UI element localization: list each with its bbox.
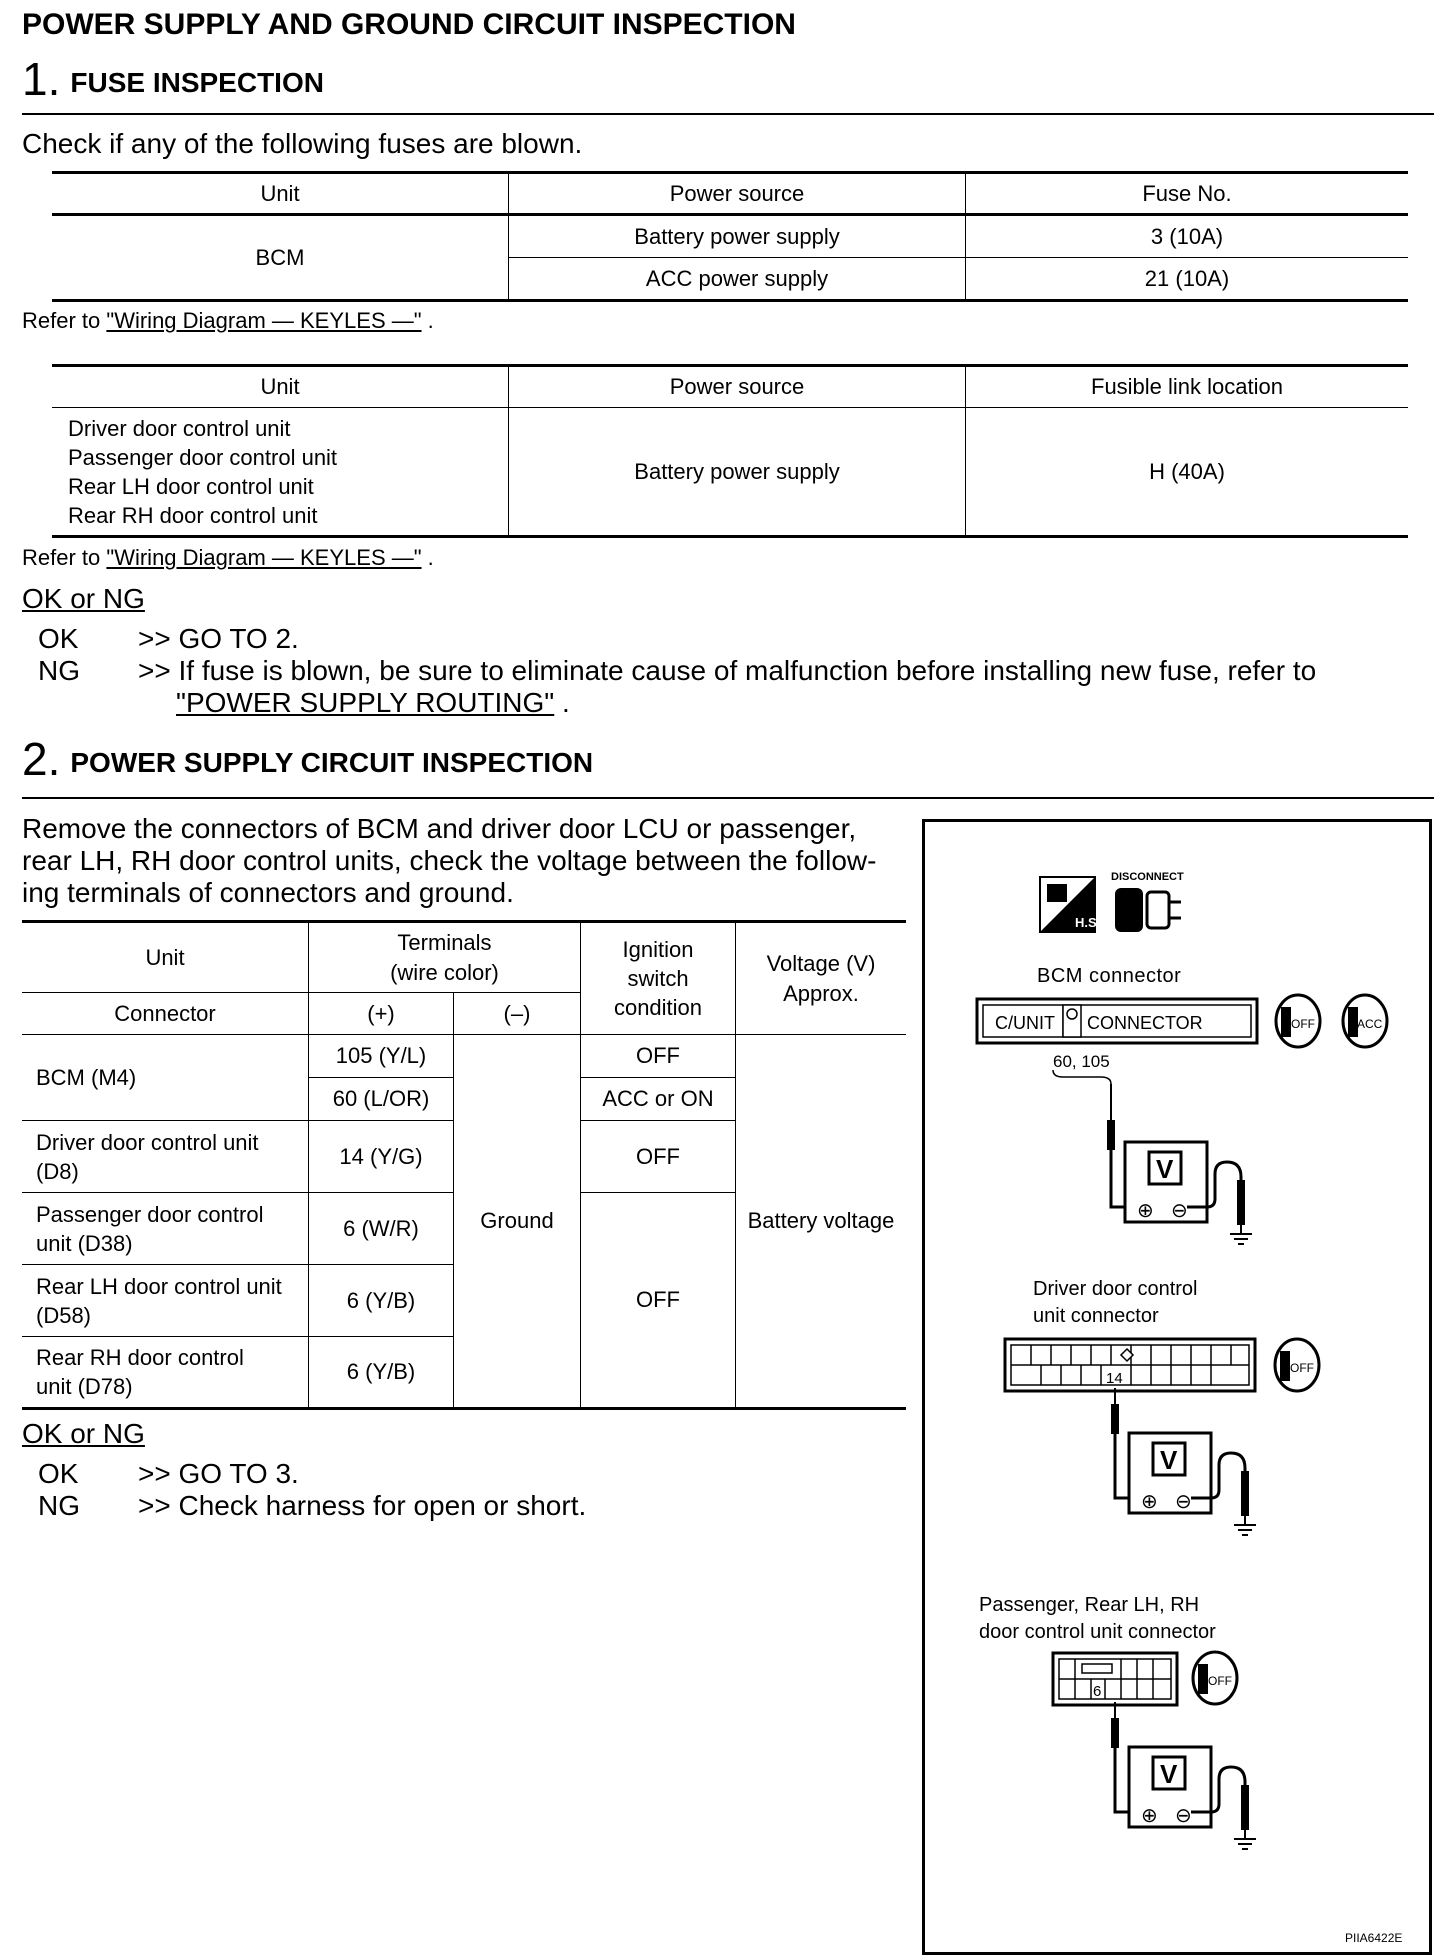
- step2-title: POWER SUPPLY CIRCUIT INSPECTION: [70, 747, 594, 778]
- key-acc-icon: [1343, 995, 1387, 1047]
- ng-key: NG: [38, 655, 80, 686]
- vt-terminal-cell: 14 (Y/G): [309, 1121, 454, 1193]
- vt-connector-line: Rear RH door control: [36, 1345, 244, 1370]
- ng-row-1-cont: [176, 687, 570, 719]
- ng-key: NG: [38, 1490, 80, 1521]
- ng-value: >> Check harness for open or short.: [138, 1490, 587, 1521]
- connector-text: CONNECTOR: [1087, 1013, 1203, 1033]
- ng-suffix: .: [562, 687, 570, 718]
- voltmeter-2: [1111, 1388, 1256, 1535]
- vt-terminal-cell: 6 (Y/B): [309, 1337, 454, 1409]
- link-header-unit: Unit: [52, 366, 509, 408]
- okng-title-1: OK or NG: [22, 583, 145, 614]
- key-off-text: OFF: [1290, 1361, 1314, 1375]
- voltmeter-minus: ⊖: [1175, 1805, 1192, 1827]
- driver-connector-label-2: unit connector: [1033, 1305, 1159, 1327]
- link-location-cell: H (40A): [1149, 458, 1225, 484]
- voltmeter-minus: ⊖: [1171, 1200, 1188, 1222]
- refer-line-1: [22, 308, 434, 334]
- key-off-icon: [1275, 1339, 1319, 1391]
- vt-terminal-cell: 105 (Y/L): [309, 1035, 454, 1078]
- step1-divider: [22, 113, 1434, 115]
- okng-title-2: OK or NG: [22, 1418, 145, 1449]
- fuse-header-fuse: Fuse No.: [1142, 180, 1232, 206]
- ok-key: OK: [38, 623, 79, 654]
- vt-ignition-cell: ACC or ON: [581, 1078, 736, 1121]
- key-off-text: OFF: [1291, 1017, 1315, 1031]
- vt-header-ignition-line: switch: [627, 966, 689, 991]
- figure-id: PIIA6422E: [1345, 1931, 1403, 1945]
- vt-terminal-cell: 6 (Y/B): [309, 1265, 454, 1337]
- vt-connector-line: Rear LH door control unit: [36, 1273, 282, 1299]
- ng-value: >> If fuse is blown, be sure to eliminate cause of malfunction before installing new fuse, refer to: [138, 655, 1317, 686]
- ok-value: >> GO TO 3.: [138, 1458, 299, 1489]
- bcm-terminal-label: 60, 105: [1053, 1052, 1110, 1071]
- voltmeter-v: V: [1160, 1759, 1178, 1789]
- vt-rear-rh-connector: [22, 1337, 309, 1409]
- vt-connector-line: unit (D38): [36, 1230, 133, 1256]
- voltmeter-v: V: [1160, 1445, 1178, 1475]
- vt-ground-cell: Ground: [454, 1035, 581, 1409]
- ng-row-2: [38, 1490, 586, 1522]
- fuse-table: [52, 171, 1408, 302]
- vt-driver-connector: [22, 1121, 309, 1193]
- step1-intro: Check if any of the following fuses are blown.: [22, 128, 583, 159]
- ok-key: OK: [38, 1458, 79, 1489]
- fuse-header-unit: Unit: [52, 173, 509, 215]
- vt-voltage-cell: Battery voltage: [747, 1208, 895, 1233]
- step1-title: FUSE INSPECTION: [70, 67, 324, 98]
- driver-connector-label-1: Driver door control: [1033, 1278, 1198, 1300]
- refer-suffix: .: [427, 545, 434, 570]
- vt-connector-line: (D58): [36, 1302, 92, 1328]
- vt-header-voltage-line: Voltage (V): [766, 950, 876, 976]
- vt-header-terminals-line: (wire color): [390, 959, 499, 985]
- step2-divider: [22, 797, 1434, 799]
- driver-pin-label: 14: [1106, 1370, 1123, 1387]
- vt-terminal-cell: 60 (L/OR): [309, 1078, 454, 1121]
- refer-line-2: [22, 545, 434, 571]
- refer-prefix: Refer to: [22, 308, 101, 333]
- vt-header-terminals-line: Terminals: [397, 929, 492, 955]
- vt-passenger-connector: [22, 1193, 309, 1265]
- wiring-diagram-link[interactable]: "Wiring Diagram — KEYLES —": [106, 308, 422, 333]
- step2-intro: [22, 813, 876, 909]
- fusible-link-table: [52, 364, 1408, 538]
- driver-connector: [1005, 1339, 1255, 1391]
- disconnect-text: DISCONNECT: [1111, 871, 1184, 883]
- ok-value: >> GO TO 2.: [138, 623, 299, 654]
- vt-header-ignition: [581, 922, 736, 1035]
- wiring-diagram-link[interactable]: "Wiring Diagram — KEYLES —": [106, 545, 422, 570]
- vt-connector-line: Passenger door control: [36, 1201, 264, 1227]
- link-unit-item: Passenger door control unit: [68, 444, 338, 470]
- disconnect-icon: [1111, 871, 1184, 932]
- fuse-source-cell: Battery power supply: [509, 215, 966, 258]
- ng-row-1: [38, 655, 1316, 687]
- ok-row-2: [38, 1458, 299, 1490]
- vt-terminal-cell: 6 (W/R): [309, 1193, 454, 1265]
- figure-drawing: [925, 822, 1429, 1952]
- link-unit-item: Driver door control unit: [68, 415, 291, 441]
- ok-row-1: [38, 623, 299, 655]
- vt-header-voltage: [736, 922, 907, 1035]
- link-unit-item: Rear LH door control unit: [68, 473, 314, 499]
- vt-header-ignition-line: condition: [613, 995, 703, 1020]
- key-off-icon: [1193, 1652, 1237, 1704]
- vt-connector-line: (D8): [36, 1158, 79, 1184]
- key-off-text: OFF: [1208, 1674, 1232, 1688]
- vt-header-terminals: [309, 922, 581, 993]
- vt-rear-lh-connector: [22, 1265, 309, 1337]
- intro-line: rear LH, RH door control units, check the voltage between the follow-: [22, 845, 877, 876]
- key-off-icon: [1276, 995, 1320, 1047]
- step2-number: 2.: [22, 733, 61, 785]
- fuse-number-cell: 3 (10A): [1150, 223, 1224, 249]
- vt-header-connector: Connector: [22, 993, 309, 1035]
- voltmeter-3: [1111, 1702, 1256, 1849]
- link-header-location: Fusible link location: [1091, 374, 1283, 399]
- link-units-cell: [52, 408, 509, 537]
- passenger-connector-label-1: Passenger, Rear LH, RH: [979, 1594, 1200, 1616]
- vt-header-unit: Unit: [22, 922, 309, 993]
- passenger-connector-label-2: door control unit connector: [979, 1621, 1216, 1643]
- link-header-source: Power source: [509, 366, 966, 408]
- vt-connector-line: unit (D78): [36, 1374, 133, 1399]
- link-source-cell: Battery power supply: [509, 408, 966, 537]
- vt-bcm-connector: BCM (M4): [22, 1035, 309, 1121]
- page-title: POWER SUPPLY AND GROUND CIRCUIT INSPECTION: [22, 8, 796, 41]
- figure-box: [922, 819, 1432, 1955]
- vt-ignition-cell: OFF: [581, 1035, 736, 1078]
- bcm-connector-label: BCM connector: [1037, 965, 1182, 987]
- bcm-connector: [977, 999, 1257, 1043]
- fuse-number-cell: 21 (10A): [1144, 265, 1230, 291]
- vt-ignition-cell: OFF: [581, 1121, 736, 1193]
- bcm-bracket: [1053, 1070, 1111, 1084]
- step1-heading: [22, 52, 324, 106]
- voltmeter-plus: ⊕: [1141, 1491, 1158, 1513]
- voltmeter-1: [1107, 1084, 1252, 1244]
- passenger-pin-label: 6: [1093, 1683, 1102, 1700]
- cunit-text: C/UNIT: [995, 1013, 1055, 1033]
- voltmeter-plus: ⊕: [1141, 1805, 1158, 1827]
- vt-header-ignition-line: Ignition: [622, 937, 694, 962]
- step2-heading: [22, 732, 593, 786]
- hs-icon: [1040, 877, 1100, 932]
- fuse-source-cell: ACC power supply: [509, 258, 966, 301]
- step1-number: 1.: [22, 53, 61, 105]
- refer-suffix: .: [427, 308, 434, 333]
- fuse-unit-bcm: BCM: [52, 215, 509, 301]
- vt-ignition-cell: OFF: [581, 1193, 736, 1409]
- vt-header-minus: (–): [454, 993, 581, 1035]
- voltmeter-plus: ⊕: [1137, 1200, 1154, 1222]
- vt-connector-line: Driver door control unit: [36, 1129, 259, 1155]
- refer-prefix: Refer to: [22, 545, 101, 570]
- vt-header-plus: (+): [309, 993, 454, 1035]
- passenger-connector: [1053, 1653, 1177, 1705]
- voltage-table: [22, 920, 906, 1410]
- voltmeter-v: V: [1156, 1154, 1174, 1184]
- link-unit-item: Rear RH door control unit: [68, 502, 318, 528]
- intro-line: Remove the connectors of BCM and driver door LCU or passenger,: [22, 813, 857, 844]
- hs-text: H.S.: [1075, 915, 1101, 930]
- fuse-header-source: Power source: [509, 173, 966, 215]
- voltmeter-minus: ⊖: [1175, 1491, 1192, 1513]
- power-supply-routing-link[interactable]: "POWER SUPPLY ROUTING": [176, 687, 555, 718]
- key-acc-text: ACC: [1357, 1017, 1383, 1031]
- vt-header-voltage-line: Approx.: [783, 980, 859, 1006]
- intro-line: ing terminals of connectors and ground.: [22, 877, 514, 908]
